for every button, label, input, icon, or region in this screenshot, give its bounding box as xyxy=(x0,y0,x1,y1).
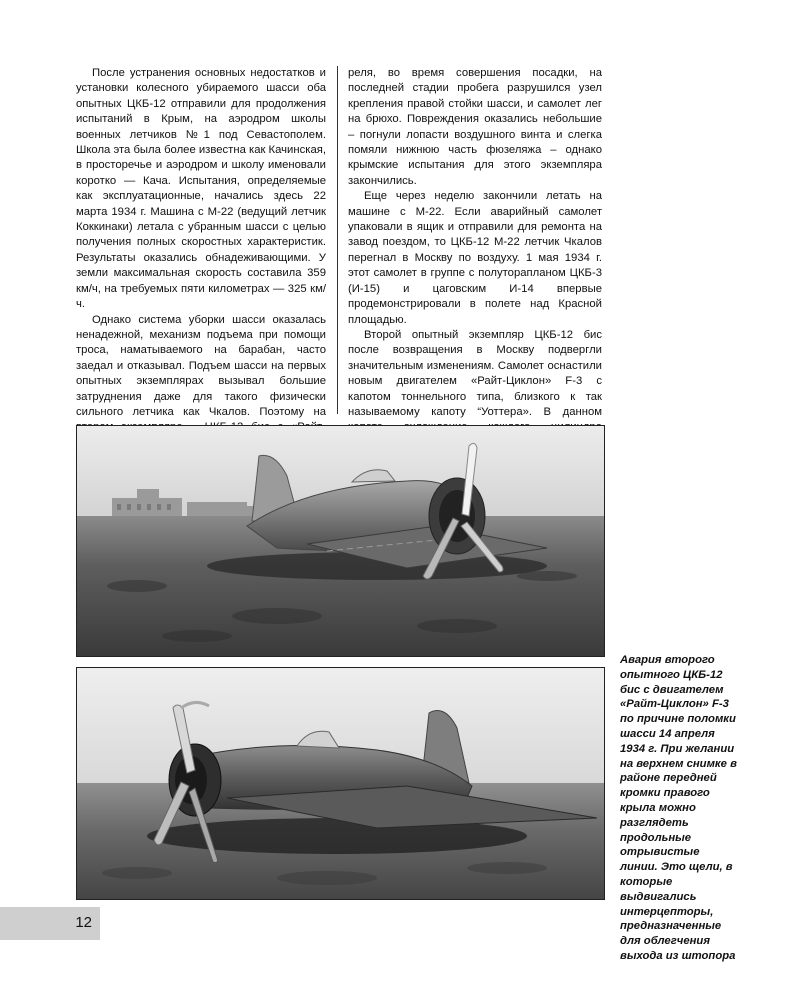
photo-top-image xyxy=(77,426,604,656)
paragraph: После устранения основных недостатков и установки колесного убираемого шасси оба опытных ЦКБ-12 отправили для продолжения испытаний в Крым, на аэродром школы военных летчиков №1 под Севастополем. Школа эта была более известна как Качинская, в просторечье и аэродром и школу именовали коротко — Кача. Испытания, определяемые как эксплуатационные, начались здесь 22 марта 1934 г. Машина с М-22 (ведущий летчик Коккинаки) летала с убранным шасси с целью получения полных скоростных характеристик. Результаты оказались обнадеживающими. У земли максимальная скорость составила 359 км/ч, на требуемых пяти километрах — 325 км/ч. xyxy=(76,67,326,311)
page-number-tab xyxy=(0,907,100,940)
paragraph: реля, во время совершения посадки, на последней стадии пробега разрушился узел крепления правой стойки шасси, и самолет лег на брюхо. Повреждения оказались небольшие – погнули лопасти воздушного винта и слегка помяли нижнюю часть фюзеляжа – однако крымские испытания для этого экземпляра закончились. xyxy=(348,67,602,187)
photo-crashed-aircraft-side xyxy=(76,425,605,657)
photo-crashed-aircraft-front xyxy=(76,667,605,900)
photo-bottom-image xyxy=(77,668,604,899)
column-divider xyxy=(337,66,338,414)
paragraph: Еще через неделю закончили летать на машине с М-22. Если аварийный самолет упаковали в ящик и отправили для ремонта на завод поездом, то ЦКБ-12 М-22 летчик Чкалов перегнал в Москву по воздуху. 1 мая 1934 г. этот самолет в группе с полуторапланом ЦКБ-3 (И-15) и цаговским И-14 впервые продемонстрировали в полете над Красной площадью. xyxy=(348,190,602,326)
photo-caption: Авария второго опытного ЦКБ-12 бис с двигателем «Райт-Циклон» F-3 по причине поломки шасси 14 апреля 1934 г. При желании на верхнем снимке в районе передней кромки правого крыла можно разглядеть продольные отрывистые линии. Это щели, в которые выдвигались интерцепторы, предназначенные для облегчения выхода из штопора xyxy=(620,654,737,962)
paragraph: Однако система уборки шасси оказалась ненадежной, механизм подъема при помощи троса, наматываемого на барабан, часто заедал и отказывал. Подъем шасси на первых опытных экземплярах вызывал большие затруднения даже для такого физически сильного летчика как Чкалов. Поэтому на xyxy=(76,313,326,418)
page-number: 12 xyxy=(75,914,92,931)
paragraph: Второй опытный экземпляр ЦКБ-12 бис после возвращения в Москву подвергли значительным изменениям. Самолет оснастили новым двигателем «Райт-Циклон» F-3 с капотом тоннельного типа, близкого к так называемому капоту “Уоттера». В данном xyxy=(348,328,602,418)
